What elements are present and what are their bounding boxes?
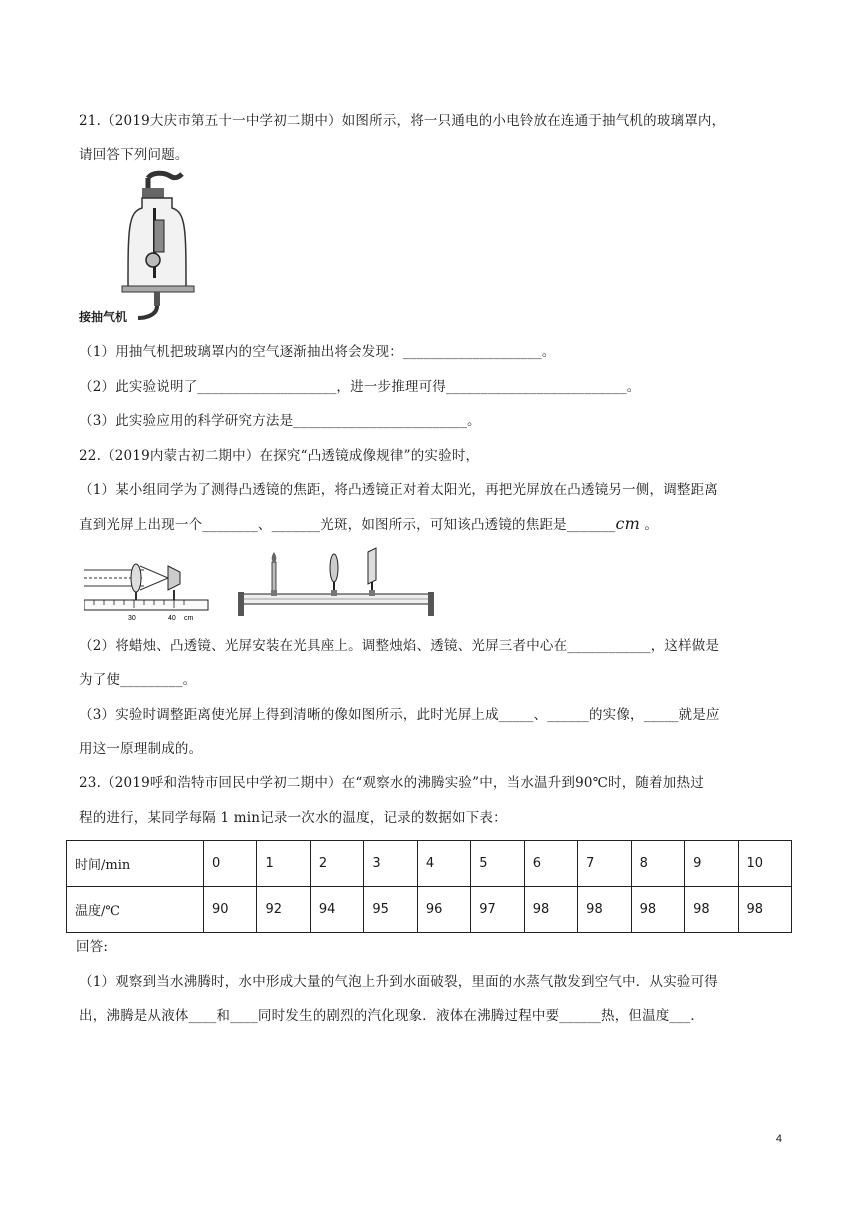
table-cell: 96 [417, 887, 470, 933]
table-cell: 0 [204, 841, 257, 887]
q21-part1: （1）用抽气机把玻璃罩内的空气逐渐抽出将会发现：____________________。 [79, 344, 556, 360]
answer-label: 回答: [76, 939, 109, 955]
q22-part3-line1: （3）实验时调整距离使光屏上得到清晰的像如图所示，此时光屏上成_____、______的实像，_____就是应 [79, 707, 720, 723]
q21-stem-line2: 请回答下列问题。 [79, 147, 189, 163]
ruler-tick-unit: cm [184, 615, 194, 622]
table-cell: 98 [524, 887, 577, 933]
q23-part1-line1: （1）观察到当水沸腾时，水中形成大量的气泡上升到水面破裂，里面的水蒸气散发到空气中．从实验可得 [79, 974, 718, 990]
table-header-time: 时间/min [67, 841, 204, 887]
q22-part2-line2: 为了使_________。 [79, 672, 197, 688]
table-row-time [67, 841, 792, 887]
table-cell: 4 [417, 841, 470, 887]
q21-part3: （3）此实验应用的科学研究方法是_________________________。 [79, 413, 481, 429]
table-cell: 7 [578, 841, 631, 887]
page-number: 4 [775, 1133, 782, 1145]
unit-cm: cm [615, 514, 641, 533]
vacuum-pump-label: 接抽气机 [79, 310, 128, 324]
table-cell: 95 [364, 887, 417, 933]
q21-part2: （2）此实验说明了____________________，进一步推理可得__________________________。 [79, 379, 641, 395]
q23-part1-line2: 出，沸腾是从液体____和____同时发生的剧烈的汽化现象．液体在沸腾过程中要______热，但温度___． [79, 1008, 705, 1024]
table-row-temperature [67, 887, 792, 933]
table-cell: 97 [471, 887, 524, 933]
table-cell: 6 [524, 841, 577, 887]
table-cell: 2 [310, 841, 363, 887]
table-cell: 3 [364, 841, 417, 887]
q22-part1-end: 。 [644, 517, 659, 533]
q21-stem-line1: 21.（2019大庆市第五十一中学初二期中）如图所示，将一只通电的小电铃放在连通于抽气机的玻璃罩内， [79, 113, 726, 129]
q22-part1-line1: （1）某小组同学为了测得凸透镜的焦距，将凸透镜正对着太阳光，再把光屏放在凸透镜另一侧，调整距离 [79, 482, 718, 498]
table-cell: 98 [631, 887, 684, 933]
q22-part2-line1: （2）将蜡烛、凸透镜、光屏安装在光具座上。调整烛焰、透镜、光屏三者中心在____________，这样做是 [79, 638, 720, 654]
table-cell: 9 [685, 841, 738, 887]
focal-length-figure [84, 552, 214, 622]
optical-bench-figure [236, 544, 436, 619]
table-cell: 8 [631, 841, 684, 887]
temperature-table [66, 840, 792, 933]
q23-stem-line2: 程的进行，某同学每隔 1 min记录一次水的温度，记录的数据如下表： [79, 810, 507, 826]
table-cell: 5 [471, 841, 524, 887]
table-cell: 90 [204, 887, 257, 933]
ruler-tick-30: 30 [128, 615, 136, 622]
table-cell: 98 [685, 887, 738, 933]
table-cell: 98 [578, 887, 631, 933]
q22-stem: 22.（2019内蒙古初二期中）在探究“凸透镜成像规律”的实验时， [79, 448, 480, 464]
q22-part1-line2 [79, 514, 658, 535]
q22-part1-text: 直到光屏上出现一个________、_______光斑，如图所示，可知该凸透镜的焦距是_______ [79, 517, 616, 533]
q23-stem-line1: 23.（2019呼和浩特市回民中学初二期中）在“观察水的沸腾实验”中，当水温升到90℃时，随着加热过 [79, 775, 704, 791]
table-cell: 92 [257, 887, 310, 933]
table-cell: 98 [738, 887, 791, 933]
q22-part3-line2: 用这一原理制成的。 [79, 741, 203, 757]
ruler-tick-40: 40 [168, 615, 176, 622]
table-header-temperature: 温度/℃ [67, 887, 204, 933]
table-cell: 1 [257, 841, 310, 887]
bell-jar-figure [120, 170, 200, 320]
table-cell: 94 [310, 887, 363, 933]
table-cell: 10 [738, 841, 791, 887]
